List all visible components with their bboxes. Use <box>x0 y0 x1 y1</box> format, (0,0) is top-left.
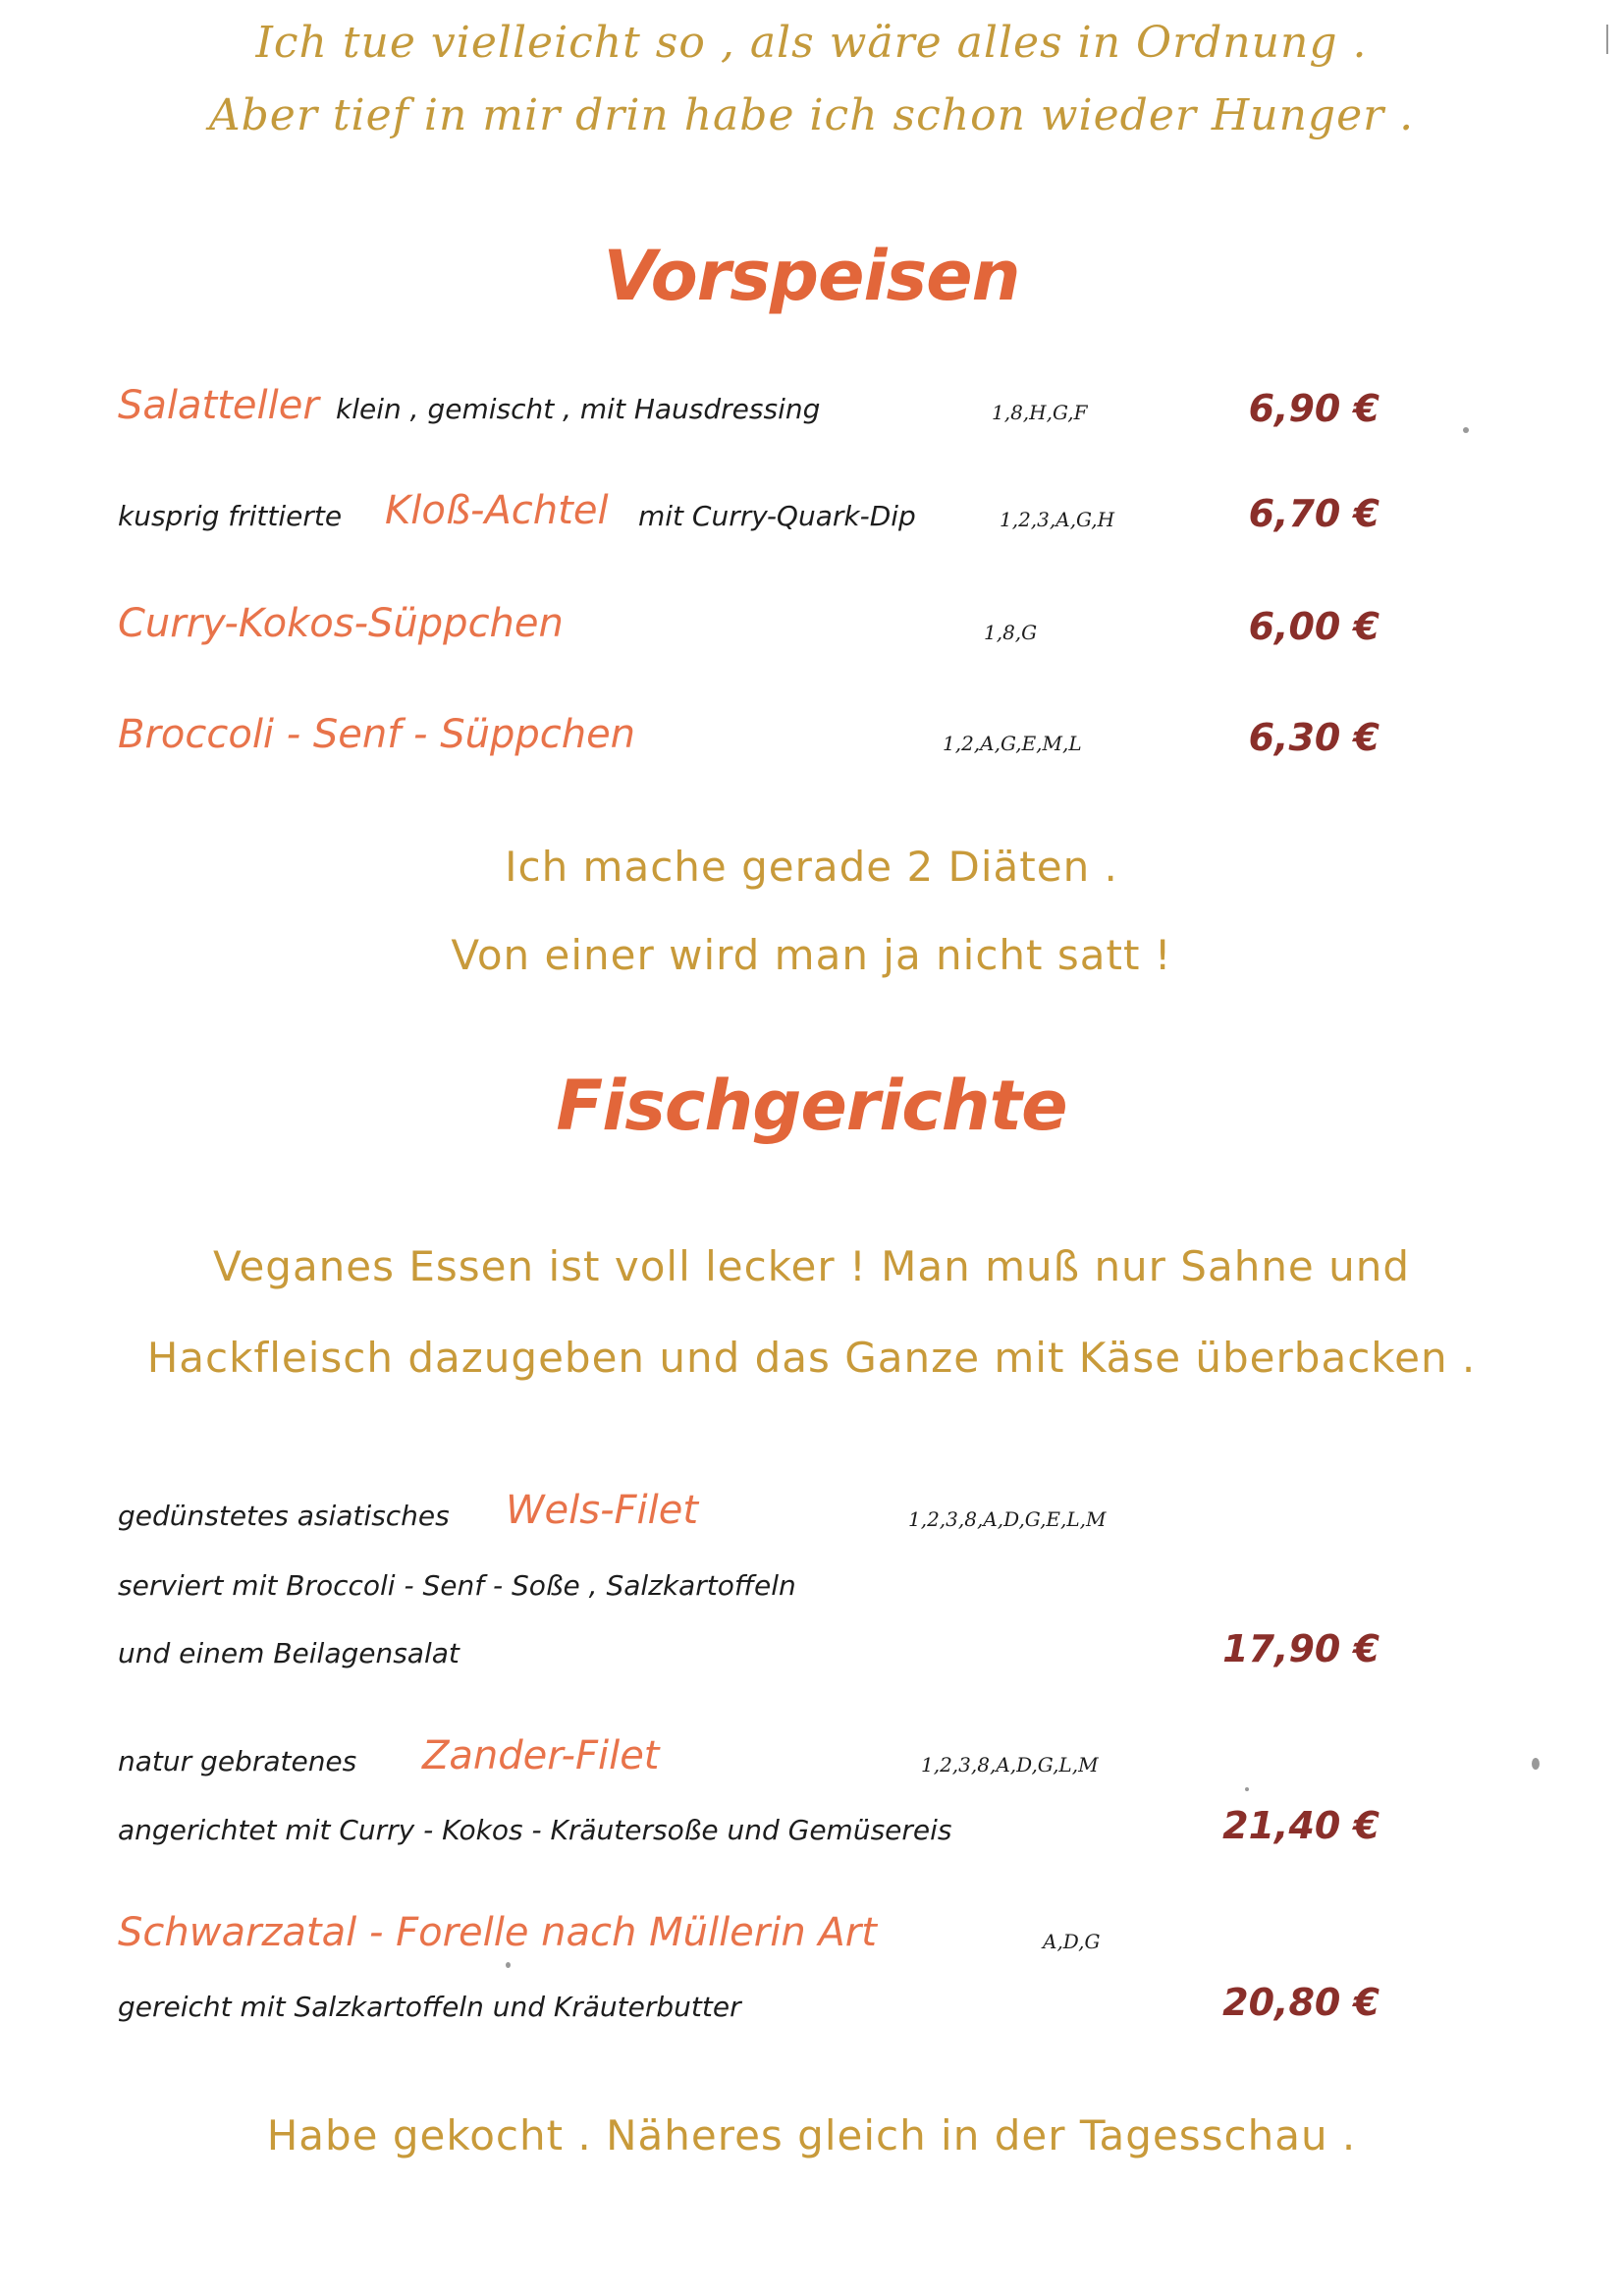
dish-prefix: kusprig frittierte <box>118 500 343 532</box>
dish-price: 20,80 € <box>1222 1981 1380 2024</box>
dish-description: mit Curry-Quark-Dip <box>638 500 916 532</box>
allergen-codes: 1,2,3,A,G,H <box>1000 508 1115 531</box>
allergen-codes: 1,8,G <box>984 621 1038 644</box>
dish-description: und einem Beilagensalat <box>118 1637 460 1669</box>
dish-name: Kloß-Achtel <box>385 488 609 533</box>
allergen-codes: 1,8,H,G,F <box>992 401 1088 424</box>
intro-quote-line-2: Aber tief in mir drin habe ich schon wieder Hunger . <box>208 90 1415 140</box>
scan-speck <box>1463 427 1469 433</box>
dish-name: Salatteller <box>118 383 319 428</box>
menu-item <box>118 383 1492 442</box>
dish-description: klein , gemischt , mit Hausdressing <box>336 393 821 425</box>
outro-quote: Habe gekocht . Näheres gleich in der Tagesschau . <box>266 2111 1357 2159</box>
dish-price: 6,90 € <box>1248 387 1380 430</box>
dish-name: Broccoli - Senf - Süppchen <box>118 712 636 757</box>
dish-description: serviert mit Broccoli - Senf - Soße , Salzkartoffeln <box>118 1569 796 1602</box>
allergen-codes: 1,2,A,G,E,M,L <box>943 732 1082 755</box>
dish-name: Zander-Filet <box>422 1733 660 1778</box>
dish-prefix: natur gebratenes <box>118 1745 357 1777</box>
menu-item <box>118 1910 1492 2038</box>
menu-item <box>118 1488 1492 1684</box>
scan-speck <box>1245 1787 1249 1791</box>
quote-2-line-1: Ich mache gerade 2 Diäten . <box>505 843 1118 891</box>
menu-item <box>118 1733 1492 1861</box>
section-heading-vorspeisen: Vorspeisen <box>603 236 1020 316</box>
dish-price: 21,40 € <box>1222 1804 1380 1847</box>
quote-3-line-2: Hackfleisch dazugeben und das Ganze mit Käse überbacken . <box>146 1334 1477 1382</box>
quote-3-line-1: Veganes Essen ist voll lecker ! Man muß nur Sahne und <box>212 1242 1411 1290</box>
section-heading-fischgerichte: Fischgerichte <box>556 1066 1067 1146</box>
dish-price: 6,00 € <box>1248 605 1380 648</box>
dish-name: Curry-Kokos-Süppchen <box>118 601 564 646</box>
menu-item <box>118 601 1492 660</box>
intro-quote-line-1: Ich tue vielleicht so , als wäre alles in Ordnung . <box>255 18 1368 68</box>
scan-edge-mark <box>1606 25 1608 54</box>
dish-prefix: gedünstetes asiatisches <box>118 1500 450 1532</box>
dish-price: 6,30 € <box>1248 716 1380 759</box>
dish-name: Schwarzatal - Forelle nach Müllerin Art <box>118 1910 877 1955</box>
dish-name: Wels-Filet <box>506 1488 699 1533</box>
dish-description: angerichtet mit Curry - Kokos - Kräutersoße und Gemüsereis <box>118 1814 952 1846</box>
menu-item <box>118 712 1492 771</box>
allergen-codes: 1,2,3,8,A,D,G,E,L,M <box>908 1507 1107 1531</box>
dish-description: gereicht mit Salzkartoffeln und Kräuterbutter <box>118 1991 741 2023</box>
allergen-codes: A,D,G <box>1043 1930 1101 1953</box>
allergen-codes: 1,2,3,8,A,D,G,L,M <box>921 1753 1099 1777</box>
dish-price: 6,70 € <box>1248 492 1380 535</box>
menu-item <box>118 488 1492 547</box>
scan-speck <box>1532 1758 1540 1770</box>
quote-2-line-2: Von einer wird man ja nicht satt ! <box>451 931 1172 979</box>
scan-speck <box>506 1962 511 1968</box>
dish-price: 17,90 € <box>1222 1627 1380 1670</box>
